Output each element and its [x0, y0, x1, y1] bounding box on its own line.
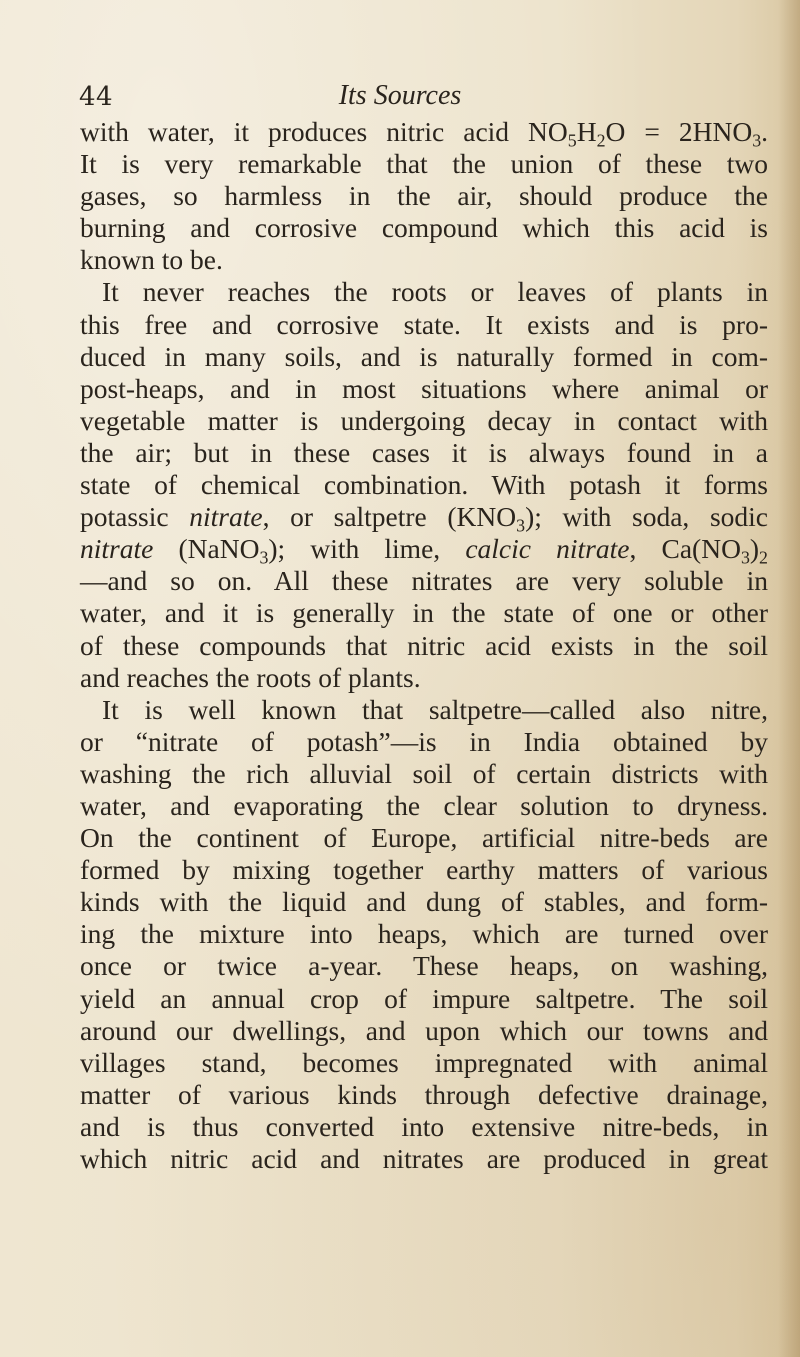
text-line: post-heaps, and in most situations where animal or: [80, 372, 768, 404]
text-line: which nitric acid and nitrates are produced in great: [80, 1143, 768, 1174]
text-line: burning and corrosive compound which this acid is: [80, 212, 768, 244]
text-line: with water, it produces nitric acid $NO_5H_2O = 2HNO_3$.: [80, 116, 768, 151]
running-head: Its Sources: [338, 80, 462, 111]
text-line: this free and corrosive state. It exists and is pro-: [80, 308, 768, 340]
text-line: and reaches the roots of plants.: [80, 661, 421, 693]
text-line: known to be.: [80, 244, 223, 276]
text-line: kinds with the liquid and dung of stables, and form-: [80, 886, 768, 918]
text-line: —and so on. All these nitrates are very soluble in: [80, 565, 768, 597]
paragraph-start-line: It never reaches the roots or leaves of plants in: [102, 276, 768, 308]
text-line: state of chemical combination. With potash it forms: [80, 469, 768, 501]
text-line: vegetable matter is undergoing decay in contact with: [80, 404, 768, 436]
text-line: or “nitrate of potash”—is in India obtained by: [80, 725, 768, 757]
page-edge-shadow: [778, 0, 800, 1357]
text-line: and is thus converted into extensive nitre-beds, in: [80, 1110, 768, 1142]
text-line: It is very remarkable that the union of these two: [80, 148, 768, 180]
text-line: matter of various kinds through defective drainage,: [80, 1078, 768, 1110]
text-line: water, and evaporating the clear solution to dryness.: [80, 789, 768, 821]
text-line: washing the rich alluvial soil of certain districts with: [80, 757, 768, 789]
page-number: 44: [79, 82, 114, 112]
text-line: water, and it is generally in the state of one or other: [80, 597, 768, 629]
text-line: gases, so harmless in the air, should produce the: [80, 180, 768, 212]
text-line: around our dwellings, and upon which our towns and: [80, 1014, 768, 1046]
text-line: ing the mixture into heaps, which are turned over: [80, 918, 768, 950]
text-line: formed by mixing together earthy matters of various: [80, 854, 768, 886]
text-line: the air; but in these cases it is always found in a: [80, 436, 768, 468]
text-line: yield an annual crop of impure saltpetre. The soil: [80, 982, 768, 1014]
text-line: potassic nitrate, or saltpetre $(KNO_3)$; with soda, sodic: [80, 501, 768, 536]
text-line: nitrate (NaNO$_3$); with lime, calcic nitrate, $Ca(NO_3)_2$: [80, 533, 768, 568]
text-line: villages stand, becomes impregnated with animal: [80, 1046, 768, 1078]
paragraph-start-line: It is well known that saltpetre—called also nitre,: [102, 693, 768, 725]
text-line: On the continent of Europe, artificial nitre-beds are: [80, 822, 768, 854]
text-line: duced in many soils, and is naturally formed in com-: [80, 340, 768, 372]
text-line: once or twice a-year. These heaps, on washing,: [80, 950, 768, 982]
body-text: [80, 116, 768, 1175]
text-line: of these compounds that nitric acid exists in the soil: [80, 629, 768, 661]
